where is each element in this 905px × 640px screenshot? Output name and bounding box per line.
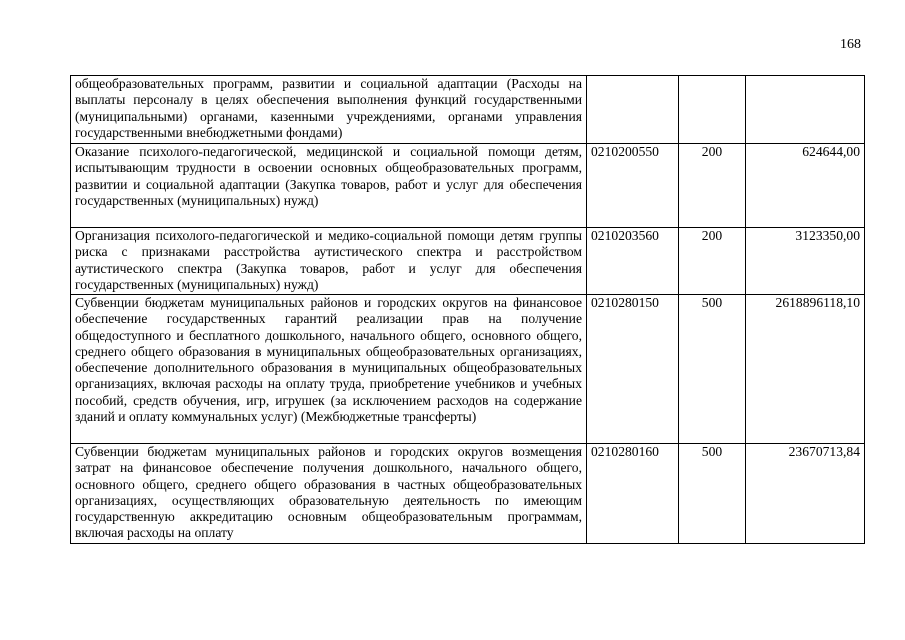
amount: 2618896118,10	[746, 295, 865, 444]
expense-description: общеобразовательных программ, развитии и социальной адаптации (Расходы на выплаты персоналу в целях обеспечения выполнения функций государственными (муниципальными) органами, казенными учреждениями, органами управления государственными внебюджетными фондами)	[71, 76, 587, 144]
budget-table	[70, 75, 865, 544]
expense-description: Организация психолого-педагогической и медико-социальной помощи детям группы риска с признаками расстройства аутистического спектра и расстройством аутистического спектра (Закупка товаров, работ и услуг для обеспечения государственных (муниципальных) нужд)	[71, 228, 587, 295]
table-row	[71, 295, 865, 444]
expense-type-code: 500	[679, 444, 746, 544]
expense-type-code: 500	[679, 295, 746, 444]
amount	[746, 76, 865, 144]
target-article-code: 0210280160	[587, 444, 679, 544]
amount: 23670713,84	[746, 444, 865, 544]
amount: 3123350,00	[746, 228, 865, 295]
table-row	[71, 444, 865, 544]
target-article-code: 0210280150	[587, 295, 679, 444]
page-number: 168	[840, 37, 861, 52]
expense-description: Субвенции бюджетам муниципальных районов и городских округов на финансовое обеспечение государственных гарантий реализации прав на получение общедоступного и бесплатного дошкольного, начального общего, основного общего, среднего общего образования в муниципальных общеобразовательных организациях, обеспечение дополнительного образования в муниципальных общеобразовательных организациях, включая расходы на оплату труда, приобретение учебников и учебных пособий, средств обучения, игр, игрушек (за исключением расходов на содержание зданий и оплату коммунальных услуг) (Межбюджетные трансферты)	[71, 295, 587, 444]
target-article-code	[587, 76, 679, 144]
expense-type-code: 200	[679, 228, 746, 295]
amount: 624644,00	[746, 144, 865, 228]
table-row	[71, 144, 865, 228]
expense-description: Оказание психолого-педагогической, медицинской и социальной помощи детям, испытывающим трудности в освоении основных общеобразовательных программ, развитии и социальной адаптации (Закупка товаров, работ и услуг для обеспечения государственных (муниципальных) нужд)	[71, 144, 587, 228]
target-article-code: 0210203560	[587, 228, 679, 295]
expense-description: Субвенции бюджетам муниципальных районов и городских округов возмещения затрат на финансовое обеспечение получения дошкольного, начального общего, основного общего, среднего общего образования в частных общеобразовательных организациях, осуществляющих образовательную деятельность по имеющим государственную аккредитацию основным общеобразовательным программам, включая расходы на оплату	[71, 444, 587, 544]
expense-type-code	[679, 76, 746, 144]
expense-type-code: 200	[679, 144, 746, 228]
table-row	[71, 228, 865, 295]
table-row	[71, 76, 865, 144]
target-article-code: 0210200550	[587, 144, 679, 228]
